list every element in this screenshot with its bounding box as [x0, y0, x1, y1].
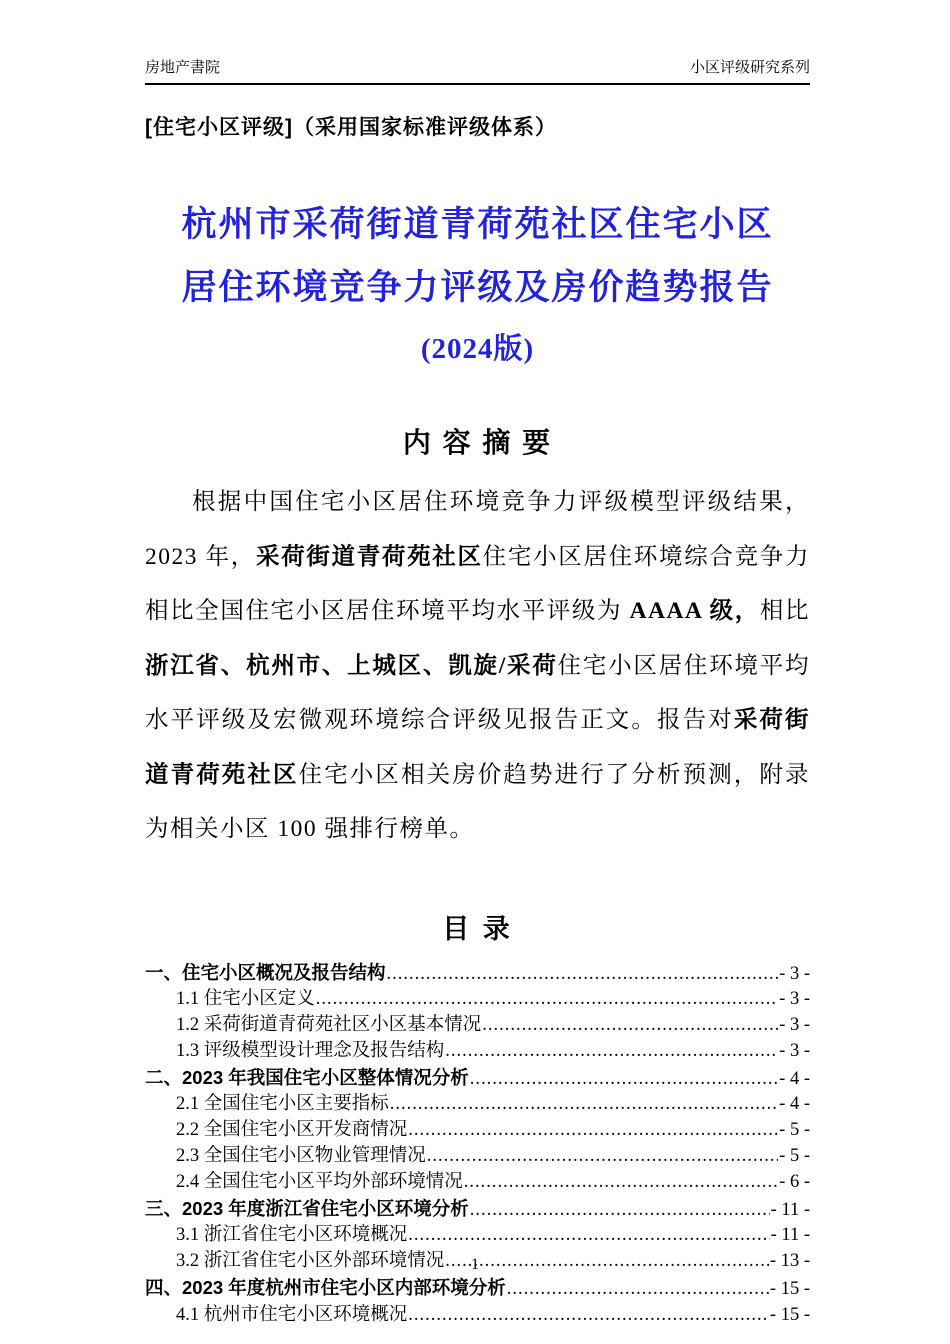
- summary-segment: 采荷街道青荷苑社区: [145, 707, 811, 788]
- toc-entry-page: - 5 -: [779, 1120, 810, 1141]
- toc-entry-page: - 11 -: [770, 1199, 810, 1220]
- toc-entry-page: - 3 -: [779, 1015, 810, 1036]
- header-left-text: 房地产書院: [145, 59, 221, 76]
- toc-entry-page: - 11 -: [770, 1225, 810, 1246]
- toc-dot-leader: [316, 987, 778, 1013]
- report-title-edition: (2024版): [420, 333, 535, 365]
- toc-entry[interactable]: [145, 1065, 810, 1093]
- toc-entry-page: - 3 -: [779, 1040, 810, 1061]
- toc-entry-label: 四、2023 年度杭州市住宅小区内部环境分析: [145, 1277, 506, 1299]
- toc-dot-leader: [387, 962, 779, 988]
- toc-entry-label: 4.1 杭州市住宅小区环境概况: [176, 1304, 408, 1325]
- page-header: [145, 56, 810, 85]
- toc-entry-page: - 4 -: [779, 1068, 810, 1089]
- toc-dot-leader: [408, 1223, 769, 1249]
- toc-entry-label: 一、住宅小区概况及报告结构: [145, 961, 386, 983]
- summary-segment: 相比: [759, 598, 811, 624]
- toc-entry-page: - 4 -: [779, 1094, 810, 1115]
- toc-entry-page: - 3 -: [779, 963, 810, 984]
- toc-entry-label: 2.1 全国住宅小区主要指标: [176, 1094, 389, 1115]
- toc-dot-leader: [482, 1013, 778, 1039]
- toc-entry[interactable]: [145, 987, 810, 1013]
- report-title: [145, 193, 810, 379]
- toc-dot-leader: [408, 1303, 769, 1329]
- header-right-text: 小区评级研究系列: [689, 59, 810, 76]
- toc-entry[interactable]: [145, 1118, 810, 1144]
- toc-entry-page: - 6 -: [779, 1171, 810, 1192]
- toc-entry-label: 2.3 全国住宅小区物业管理情况: [176, 1146, 426, 1167]
- summary-paragraph: [145, 475, 810, 857]
- toc-entry-label: 三、2023 年度浙江省住宅小区环境分析: [145, 1197, 469, 1219]
- toc-entry[interactable]: [145, 960, 810, 988]
- toc-entry[interactable]: [145, 1196, 810, 1224]
- toc-entry-page: - 15 -: [769, 1304, 810, 1325]
- report-title-line1: 杭州市采荷街道青荷苑社区住宅小区: [181, 205, 774, 244]
- summary-segment: 浙江省、杭州市、上城区、凯旋/采荷: [145, 652, 558, 679]
- report-title-line2: 居住环境竞争力评级及房价趋势报告: [181, 268, 774, 307]
- toc-entry[interactable]: [145, 1092, 810, 1118]
- toc-entry-label: 3.2 浙江省住宅小区外部环境情况: [176, 1251, 445, 1272]
- summary-segment: 住宅小区居住环境平均水平评级及宏微观环境综合评级见报告正文。报告对: [145, 652, 811, 733]
- toc-entry-label: 2.2 全国住宅小区开发商情况: [176, 1120, 408, 1141]
- toc-heading: 目 录: [442, 913, 513, 944]
- toc-entry[interactable]: [145, 1013, 810, 1039]
- summary-segment: 采荷街道青荷苑社区: [255, 543, 483, 570]
- toc-dot-leader: [470, 1067, 778, 1093]
- toc-dot-leader: [470, 1198, 770, 1224]
- summary-segment: 根据中国住宅小区居住环境竞争力评级模型评级结果，2023 年，: [145, 489, 810, 570]
- toc-dot-leader: [390, 1092, 778, 1118]
- toc-dot-leader: [464, 1170, 778, 1196]
- toc-entry-page: - 15 -: [769, 1279, 810, 1300]
- toc-entry-page: - 13 -: [769, 1251, 810, 1272]
- toc-entry[interactable]: [145, 1303, 810, 1329]
- toc-entry[interactable]: [145, 1170, 810, 1196]
- summary-heading: 内 容 摘 要: [402, 427, 553, 458]
- toc-entry-label: 二、2023 年我国住宅小区整体情况分析: [145, 1066, 469, 1088]
- toc-entry-label: 2.4 全国住宅小区平均外部环境情况: [176, 1171, 463, 1192]
- toc-entry-page: - 5 -: [779, 1146, 810, 1167]
- toc-entry-label: 1.1 住宅小区定义: [176, 989, 315, 1010]
- toc-entry-label: 3.1 浙江省住宅小区环境概况: [176, 1225, 408, 1246]
- toc-dot-leader: [427, 1144, 778, 1170]
- toc-dot-leader: [507, 1277, 769, 1303]
- summary-segment: 住宅小区相关房价趋势进行了分析预测，附录为相关小区 100 强排行榜单。: [145, 761, 811, 842]
- toc-entry[interactable]: [145, 1275, 810, 1303]
- toc-entry[interactable]: [145, 1039, 810, 1065]
- toc-entry[interactable]: [145, 1144, 810, 1170]
- toc-entry[interactable]: [145, 1223, 810, 1249]
- rating-system-subheader: [住宅小区评级]（采用国家标准评级体系）: [145, 116, 557, 139]
- summary-segment: AAAA 级，: [629, 598, 760, 624]
- toc-dot-leader: [408, 1118, 778, 1144]
- page-number: 1: [471, 1256, 479, 1273]
- toc-dot-leader: [445, 1039, 778, 1065]
- summary-segment: 住宅小区居住环境综合竞争力相比全国住宅小区居住环境平均水平评级为: [145, 543, 810, 624]
- toc-entry-label: 1.3 评级模型设计理念及报告结构: [176, 1040, 445, 1061]
- toc-entry-label: 1.2 采荷街道青荷苑社区小区基本情况: [176, 1015, 482, 1036]
- toc-entry-page: - 3 -: [779, 989, 810, 1010]
